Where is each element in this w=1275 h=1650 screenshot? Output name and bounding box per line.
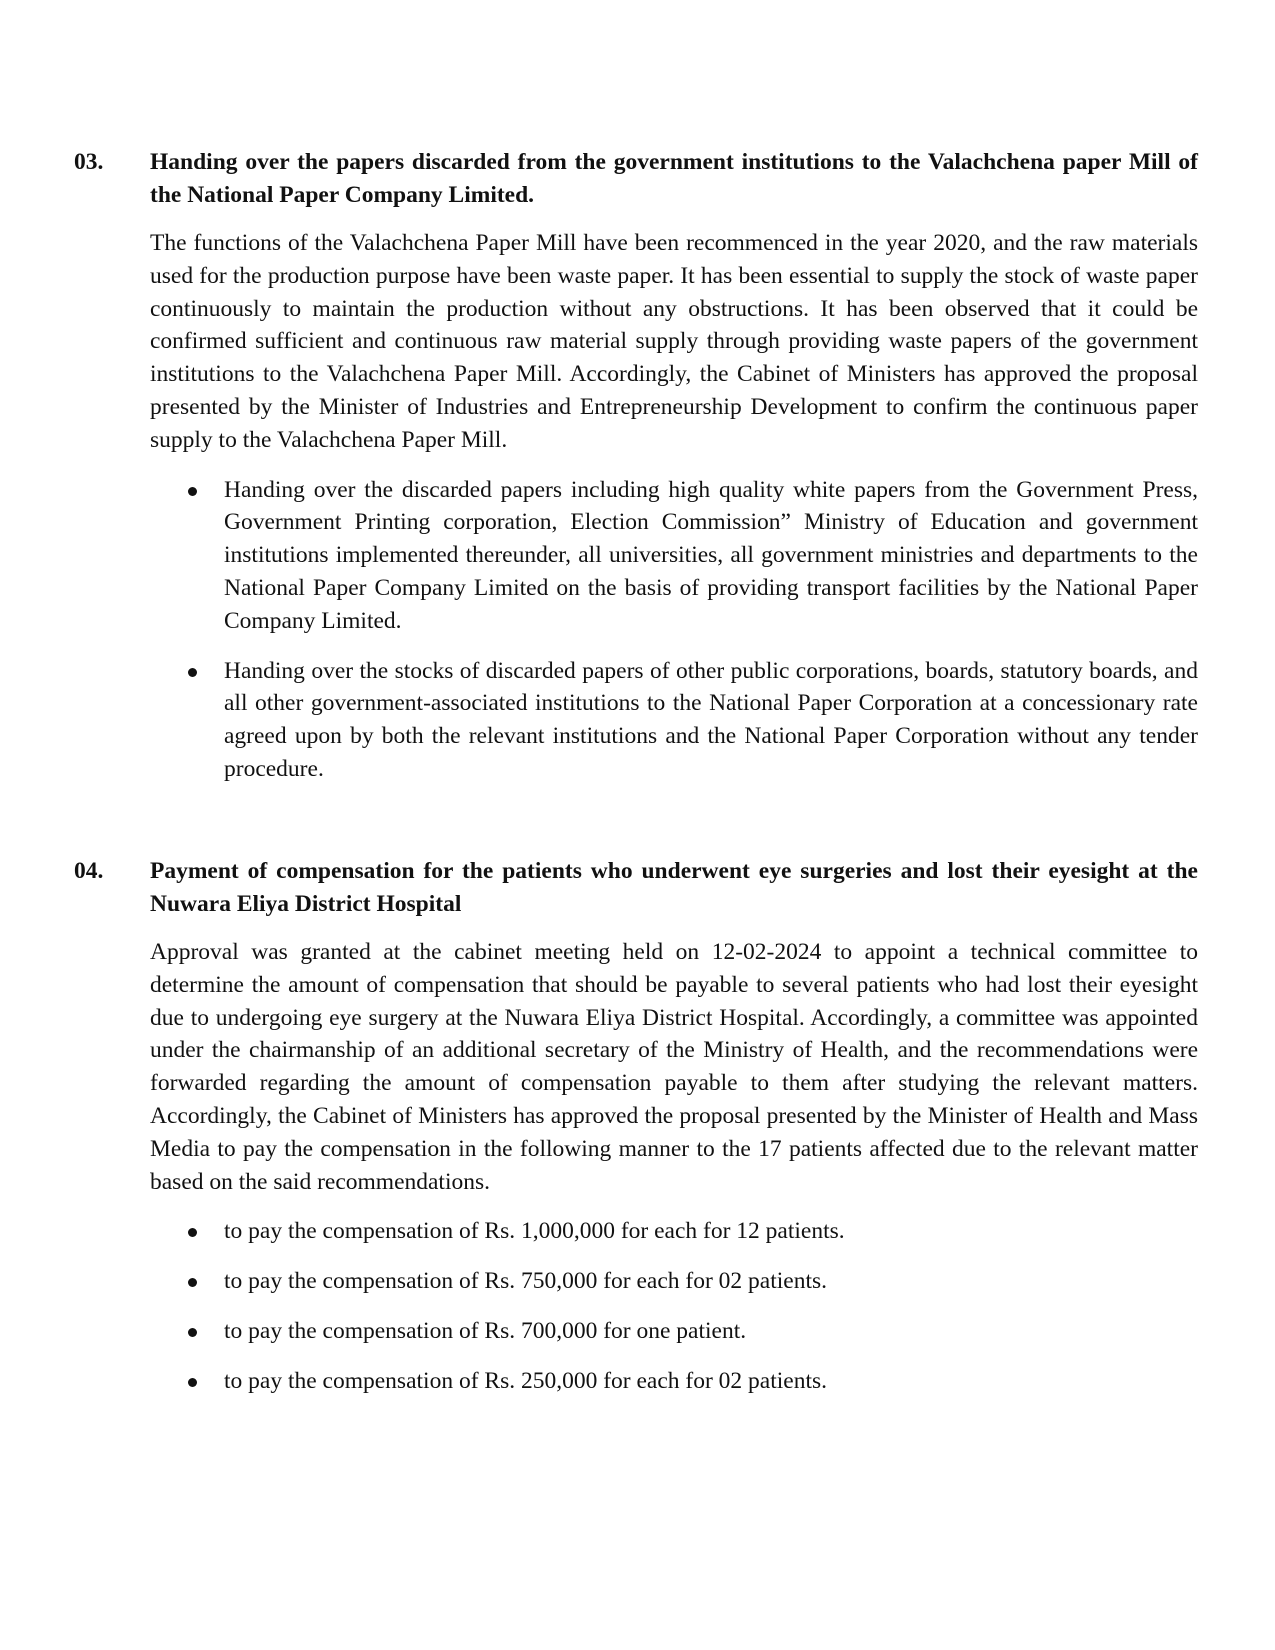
bullet-item [150,655,1198,786]
bullet-icon [188,1278,197,1287]
bullet-text: to pay the compensation of Rs. 1,000,000 for each for 12 patients. [224,1218,845,1245]
section-04 [74,855,1198,1398]
section-title: Handing over the papers discarded from the government institutions to the Valachchena paper Mill of the National Paper Company Limited. [150,149,1198,208]
section-body: The functions of the Valachchena Paper Mill have been recommenced in the year 2020, and the raw materials used for the production purpose have been waste paper. It has been essential to supply the stock of waste paper continuously to maintain the production without any obstructions. It has been observed that it could be confirmed sufficient and continuous raw material supply through providing waste papers of the government institutions to the Valachchena Paper Mill. Accordingly, the Cabinet of Ministers has approved the proposal presented by the Minister of Industries and Entrepreneurship Development to confirm the continuous paper supply to the Valachchena Paper Mill. [150,230,1198,453]
bullet-text: Handing over the discarded papers including high quality white papers from the Government Press, Government Printing corporation, Election Commission” Ministry of Education and government institutions implemented thereunder, all universities, all government ministries and departments to the National Paper Company Limited on the basis of providing transport facilities by the National Paper Company Limited. [224,476,1198,634]
bullet-item [150,1365,1198,1398]
bullet-icon [188,1328,197,1337]
section-heading [74,855,1198,921]
section-title: Payment of compensation for the patients who underwent eye surgeries and lost their eyesight at the Nuwara Eliya District Hospital [150,858,1198,917]
bullet-text: to pay the compensation of Rs. 700,000 for one patient. [224,1317,747,1344]
section-body: Approval was granted at the cabinet meeting held on 12-02-2024 to appoint a technical committee to determine the amount of compensation that should be payable to several patients who had lost their eyesight due to undergoing eye surgery at the Nuwara Eliya District Hospital. Accordingly, a committee was appointed under the chairmanship of an additional secretary of the Ministry of Health, and the recommendations were forwarded regarding the amount of compensation payable to them after studying the relevant matters. Accordingly, the Cabinet of Ministers has approved the proposal presented by the Minister of Health and Mass Media to pay the compensation in the following manner to the 17 patients affected due to the relevant matter based on the said recommendations. [150,939,1198,1195]
bullet-list [150,474,1198,786]
bullet-list [150,1215,1198,1397]
section-number: 03. [74,149,104,175]
bullet-text: to pay the compensation of Rs. 250,000 for each for 02 patients. [224,1367,828,1394]
bullet-item [150,1315,1198,1348]
bullet-icon [188,487,197,496]
bullet-text: Handing over the stocks of discarded papers of other public corporations, boards, statutory boards, and all other government-associated institutions to the National Paper Corporation at a concessionary rate agreed upon by both the relevant institutions and the National Paper Corporation without any tender procedure. [224,657,1198,782]
bullet-item [150,1215,1198,1248]
bullet-text: to pay the compensation of Rs. 750,000 for each for 02 patients. [224,1268,828,1295]
section-heading [74,146,1198,212]
bullet-icon [188,668,197,677]
section-number: 04. [74,858,104,884]
bullet-item [150,474,1198,638]
bullet-icon [188,1378,197,1387]
bullet-icon [188,1228,197,1237]
bullet-item [150,1265,1198,1298]
section-03 [74,146,1198,786]
